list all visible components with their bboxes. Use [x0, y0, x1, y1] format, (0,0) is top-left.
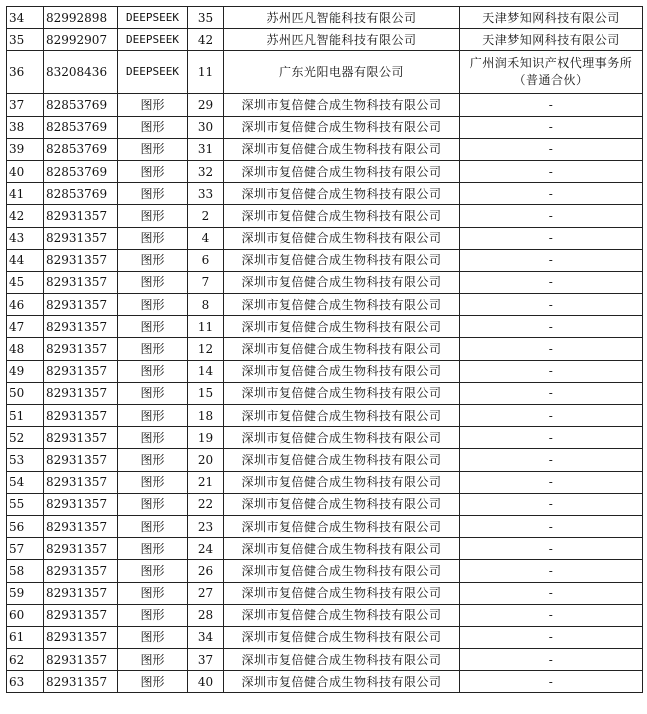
- row-number-cell: 39: [7, 138, 44, 160]
- applicant-name-cell: 深圳市复倍健合成生物科技有限公司: [224, 94, 460, 116]
- trademark-name-cell: 图形: [118, 360, 188, 382]
- agency-name-cell: 天津梦知网科技有限公司: [460, 29, 643, 51]
- trademark-name-cell: 图形: [118, 515, 188, 537]
- registration-number-cell: 82853769: [44, 116, 118, 138]
- row-number-cell: 38: [7, 116, 44, 138]
- agency-name-cell: -: [460, 515, 643, 537]
- agency-name-cell: 天津梦知网科技有限公司: [460, 7, 643, 29]
- row-number-cell: 49: [7, 360, 44, 382]
- applicant-name-cell: 深圳市复倍健合成生物科技有限公司: [224, 138, 460, 160]
- table-row: [7, 360, 643, 382]
- class-number-cell: 6: [188, 249, 224, 271]
- registration-number-cell: 82931357: [44, 560, 118, 582]
- registration-number-cell: 82931357: [44, 249, 118, 271]
- row-number-cell: 44: [7, 249, 44, 271]
- table-row: [7, 116, 643, 138]
- table-row: [7, 515, 643, 537]
- agency-name-cell: -: [460, 382, 643, 404]
- row-number-cell: 34: [7, 7, 44, 29]
- class-number-cell: 42: [188, 29, 224, 51]
- applicant-name-cell: 深圳市复倍健合成生物科技有限公司: [224, 294, 460, 316]
- registration-number-cell: 82931357: [44, 515, 118, 537]
- class-number-cell: 20: [188, 449, 224, 471]
- trademark-name-cell: 图形: [118, 449, 188, 471]
- registration-number-cell: 82931357: [44, 671, 118, 693]
- table-row: [7, 471, 643, 493]
- applicant-name-cell: 深圳市复倍健合成生物科技有限公司: [224, 382, 460, 404]
- applicant-name-cell: 广东光阳电器有限公司: [224, 51, 460, 94]
- agency-name-cell: -: [460, 493, 643, 515]
- row-number-cell: 61: [7, 626, 44, 648]
- applicant-name-cell: 苏州匹凡智能科技有限公司: [224, 7, 460, 29]
- class-number-cell: 23: [188, 515, 224, 537]
- row-number-cell: 37: [7, 94, 44, 116]
- agency-name-cell: -: [460, 671, 643, 693]
- registration-number-cell: 82931357: [44, 538, 118, 560]
- trademark-name-cell: 图形: [118, 316, 188, 338]
- trademark-name-cell: 图形: [118, 427, 188, 449]
- agency-name-cell: -: [460, 338, 643, 360]
- agency-name-cell: -: [460, 294, 643, 316]
- table-row: [7, 227, 643, 249]
- trademark-name-cell: 图形: [118, 493, 188, 515]
- applicant-name-cell: 深圳市复倍健合成生物科技有限公司: [224, 183, 460, 205]
- table-body: [7, 7, 643, 693]
- row-number-cell: 59: [7, 582, 44, 604]
- row-number-cell: 36: [7, 51, 44, 94]
- trademark-name-cell: 图形: [118, 249, 188, 271]
- applicant-name-cell: 深圳市复倍健合成生物科技有限公司: [224, 116, 460, 138]
- row-number-cell: 35: [7, 29, 44, 51]
- class-number-cell: 28: [188, 604, 224, 626]
- registration-number-cell: 82931357: [44, 294, 118, 316]
- agency-name-cell: -: [460, 94, 643, 116]
- applicant-name-cell: 深圳市复倍健合成生物科技有限公司: [224, 360, 460, 382]
- registration-number-cell: 82931357: [44, 360, 118, 382]
- trademark-name-cell: DEEPSEEK: [118, 29, 188, 51]
- table-row: [7, 604, 643, 626]
- row-number-cell: 56: [7, 515, 44, 537]
- table-row: [7, 382, 643, 404]
- class-number-cell: 19: [188, 427, 224, 449]
- trademark-name-cell: 图形: [118, 582, 188, 604]
- class-number-cell: 33: [188, 183, 224, 205]
- registration-number-cell: 83208436: [44, 51, 118, 94]
- agency-name-cell: 广州润禾知识产权代理事务所（普通合伙）: [460, 51, 643, 94]
- class-number-cell: 27: [188, 582, 224, 604]
- class-number-cell: 12: [188, 338, 224, 360]
- row-number-cell: 55: [7, 493, 44, 515]
- class-number-cell: 4: [188, 227, 224, 249]
- trademark-name-cell: 图形: [118, 138, 188, 160]
- table-row: [7, 249, 643, 271]
- class-number-cell: 34: [188, 626, 224, 648]
- table-row: [7, 94, 643, 116]
- row-number-cell: 45: [7, 271, 44, 293]
- row-number-cell: 57: [7, 538, 44, 560]
- row-number-cell: 54: [7, 471, 44, 493]
- applicant-name-cell: 深圳市复倍健合成生物科技有限公司: [224, 427, 460, 449]
- agency-name-cell: -: [460, 227, 643, 249]
- registration-number-cell: 82931357: [44, 205, 118, 227]
- registration-number-cell: 82931357: [44, 427, 118, 449]
- row-number-cell: 47: [7, 316, 44, 338]
- row-number-cell: 53: [7, 449, 44, 471]
- trademark-name-cell: 图形: [118, 671, 188, 693]
- class-number-cell: 8: [188, 294, 224, 316]
- class-number-cell: 11: [188, 51, 224, 94]
- agency-name-cell: -: [460, 582, 643, 604]
- class-number-cell: 32: [188, 160, 224, 182]
- table-row: [7, 649, 643, 671]
- applicant-name-cell: 深圳市复倍健合成生物科技有限公司: [224, 338, 460, 360]
- class-number-cell: 11: [188, 316, 224, 338]
- row-number-cell: 43: [7, 227, 44, 249]
- applicant-name-cell: 深圳市复倍健合成生物科技有限公司: [224, 626, 460, 648]
- class-number-cell: 24: [188, 538, 224, 560]
- agency-name-cell: -: [460, 138, 643, 160]
- agency-name-cell: -: [460, 427, 643, 449]
- table-row: [7, 671, 643, 693]
- applicant-name-cell: 深圳市复倍健合成生物科技有限公司: [224, 538, 460, 560]
- applicant-name-cell: 深圳市复倍健合成生物科技有限公司: [224, 405, 460, 427]
- trademark-name-cell: 图形: [118, 560, 188, 582]
- trademark-registration-table: [6, 6, 643, 693]
- applicant-name-cell: 苏州匹凡智能科技有限公司: [224, 29, 460, 51]
- applicant-name-cell: 深圳市复倍健合成生物科技有限公司: [224, 249, 460, 271]
- class-number-cell: 21: [188, 471, 224, 493]
- table-row: [7, 29, 643, 51]
- registration-number-cell: 82992898: [44, 7, 118, 29]
- row-number-cell: 42: [7, 205, 44, 227]
- applicant-name-cell: 深圳市复倍健合成生物科技有限公司: [224, 493, 460, 515]
- applicant-name-cell: 深圳市复倍健合成生物科技有限公司: [224, 205, 460, 227]
- class-number-cell: 2: [188, 205, 224, 227]
- registration-number-cell: 82931357: [44, 471, 118, 493]
- class-number-cell: 22: [188, 493, 224, 515]
- table-row: [7, 626, 643, 648]
- registration-number-cell: 82931357: [44, 338, 118, 360]
- agency-name-cell: -: [460, 271, 643, 293]
- row-number-cell: 41: [7, 183, 44, 205]
- row-number-cell: 51: [7, 405, 44, 427]
- agency-name-cell: -: [460, 183, 643, 205]
- registration-number-cell: 82853769: [44, 183, 118, 205]
- row-number-cell: 52: [7, 427, 44, 449]
- agency-name-cell: -: [460, 449, 643, 471]
- class-number-cell: 7: [188, 271, 224, 293]
- applicant-name-cell: 深圳市复倍健合成生物科技有限公司: [224, 316, 460, 338]
- registration-number-cell: 82931357: [44, 604, 118, 626]
- agency-name-cell: -: [460, 405, 643, 427]
- row-number-cell: 62: [7, 649, 44, 671]
- row-number-cell: 48: [7, 338, 44, 360]
- applicant-name-cell: 深圳市复倍健合成生物科技有限公司: [224, 515, 460, 537]
- trademark-name-cell: 图形: [118, 338, 188, 360]
- registration-number-cell: 82931357: [44, 449, 118, 471]
- table-row: [7, 538, 643, 560]
- trademark-name-cell: 图形: [118, 205, 188, 227]
- row-number-cell: 63: [7, 671, 44, 693]
- applicant-name-cell: 深圳市复倍健合成生物科技有限公司: [224, 471, 460, 493]
- table-row: [7, 582, 643, 604]
- applicant-name-cell: 深圳市复倍健合成生物科技有限公司: [224, 449, 460, 471]
- agency-name-cell: -: [460, 205, 643, 227]
- registration-number-cell: 82853769: [44, 160, 118, 182]
- table-row: [7, 338, 643, 360]
- trademark-name-cell: 图形: [118, 183, 188, 205]
- trademark-name-cell: 图形: [118, 626, 188, 648]
- table-row: [7, 294, 643, 316]
- table-row: [7, 205, 643, 227]
- table-row: [7, 51, 643, 94]
- applicant-name-cell: 深圳市复倍健合成生物科技有限公司: [224, 604, 460, 626]
- class-number-cell: 30: [188, 116, 224, 138]
- agency-name-cell: -: [460, 626, 643, 648]
- trademark-name-cell: 图形: [118, 405, 188, 427]
- table-row: [7, 7, 643, 29]
- class-number-cell: 40: [188, 671, 224, 693]
- trademark-name-cell: DEEPSEEK: [118, 7, 188, 29]
- class-number-cell: 29: [188, 94, 224, 116]
- row-number-cell: 50: [7, 382, 44, 404]
- agency-name-cell: -: [460, 560, 643, 582]
- registration-number-cell: 82931357: [44, 493, 118, 515]
- registration-number-cell: 82931357: [44, 626, 118, 648]
- applicant-name-cell: 深圳市复倍健合成生物科技有限公司: [224, 271, 460, 293]
- registration-number-cell: 82853769: [44, 94, 118, 116]
- trademark-name-cell: DEEPSEEK: [118, 51, 188, 94]
- agency-name-cell: -: [460, 116, 643, 138]
- table-row: [7, 183, 643, 205]
- table-row: [7, 138, 643, 160]
- registration-number-cell: 82931357: [44, 405, 118, 427]
- agency-name-cell: -: [460, 316, 643, 338]
- table-row: [7, 449, 643, 471]
- registration-number-cell: 82931357: [44, 227, 118, 249]
- applicant-name-cell: 深圳市复倍健合成生物科技有限公司: [224, 160, 460, 182]
- class-number-cell: 37: [188, 649, 224, 671]
- trademark-name-cell: 图形: [118, 271, 188, 293]
- class-number-cell: 31: [188, 138, 224, 160]
- row-number-cell: 40: [7, 160, 44, 182]
- trademark-name-cell: 图形: [118, 604, 188, 626]
- trademark-name-cell: 图形: [118, 382, 188, 404]
- table-row: [7, 427, 643, 449]
- agency-name-cell: -: [460, 360, 643, 382]
- table-row: [7, 560, 643, 582]
- trademark-name-cell: 图形: [118, 94, 188, 116]
- class-number-cell: 18: [188, 405, 224, 427]
- registration-number-cell: 82853769: [44, 138, 118, 160]
- class-number-cell: 15: [188, 382, 224, 404]
- table-row: [7, 405, 643, 427]
- trademark-name-cell: 图形: [118, 649, 188, 671]
- registration-number-cell: 82931357: [44, 271, 118, 293]
- table-row: [7, 316, 643, 338]
- applicant-name-cell: 深圳市复倍健合成生物科技有限公司: [224, 649, 460, 671]
- registration-number-cell: 82992907: [44, 29, 118, 51]
- agency-name-cell: -: [460, 649, 643, 671]
- row-number-cell: 60: [7, 604, 44, 626]
- trademark-name-cell: 图形: [118, 160, 188, 182]
- table-row: [7, 271, 643, 293]
- agency-name-cell: -: [460, 160, 643, 182]
- agency-name-cell: -: [460, 471, 643, 493]
- trademark-name-cell: 图形: [118, 227, 188, 249]
- applicant-name-cell: 深圳市复倍健合成生物科技有限公司: [224, 671, 460, 693]
- table-row: [7, 493, 643, 515]
- trademark-name-cell: 图形: [118, 294, 188, 316]
- registration-number-cell: 82931357: [44, 649, 118, 671]
- agency-name-cell: -: [460, 249, 643, 271]
- row-number-cell: 58: [7, 560, 44, 582]
- trademark-name-cell: 图形: [118, 116, 188, 138]
- registration-number-cell: 82931357: [44, 582, 118, 604]
- trademark-name-cell: 图形: [118, 471, 188, 493]
- class-number-cell: 14: [188, 360, 224, 382]
- trademark-name-cell: 图形: [118, 538, 188, 560]
- agency-name-cell: -: [460, 604, 643, 626]
- table-row: [7, 160, 643, 182]
- applicant-name-cell: 深圳市复倍健合成生物科技有限公司: [224, 560, 460, 582]
- agency-name-cell: -: [460, 538, 643, 560]
- class-number-cell: 26: [188, 560, 224, 582]
- applicant-name-cell: 深圳市复倍健合成生物科技有限公司: [224, 582, 460, 604]
- registration-number-cell: 82931357: [44, 316, 118, 338]
- applicant-name-cell: 深圳市复倍健合成生物科技有限公司: [224, 227, 460, 249]
- class-number-cell: 35: [188, 7, 224, 29]
- row-number-cell: 46: [7, 294, 44, 316]
- registration-number-cell: 82931357: [44, 382, 118, 404]
